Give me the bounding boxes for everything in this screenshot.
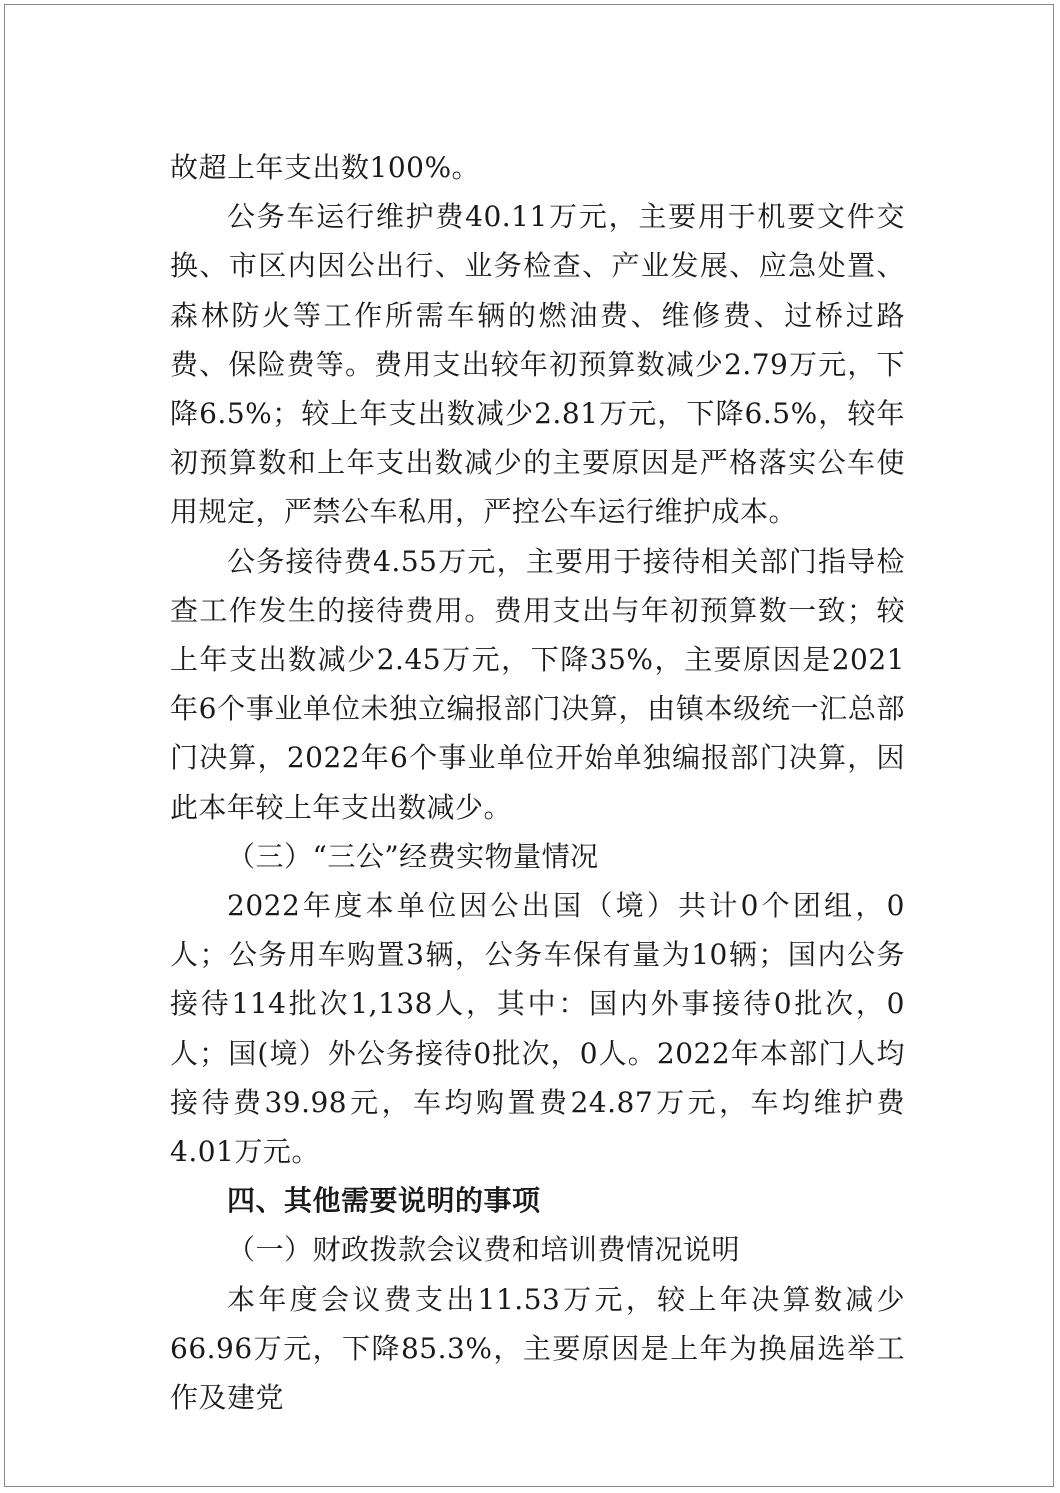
paragraph-carryover: 故超上年支出数100%。 [170, 151, 481, 184]
paragraph-meeting-expense: 本年度会议费支出11.53万元，较上年决算数减少66.96万元，下降85.3%，主要原因是上年为换届选举工作及建党 [170, 1282, 905, 1415]
document-body [170, 143, 905, 1422]
paragraph-reception-expense: 公务接待费4.55万元，主要用于接待相关部门指导检查工作发生的接待费用。费用支出与年初预算数一致；较上年支出数减少2.45万元，下降35%，主要原因是2021年6个事业单位未独立编报部门决算，由镇本级统一汇总部门决算，2022年6个事业单位开始单独编报部门决算，因此本年较上年支出数减少。 [170, 544, 905, 824]
section-heading-other-matters: 四、其他需要说明的事项 [227, 1184, 541, 1218]
paragraph-vehicle-maintenance: 公务车运行维护费40.11万元，主要用于机要文件交换、市区内因公出行、业务检查、产业发展、应急处置、森林防火等工作所需车辆的燃油费、维修费、过桥过路费、保险费等。费用支出较年初预算数减少2.79万元，下降6.5%；较上年支出数减少2.81万元，下降6.5%，较年初预算数和上年支出数减少的主要原因是严格落实公车使用规定，严禁公车私用，严控公车运行维护成本。 [170, 200, 905, 529]
document-page [4, 4, 1054, 1487]
paragraph-physical-quantity: 2022年度本单位因公出国（境）共计0个团组，0人；公务用车购置3辆，公务车保有量为10辆；国内公务接待114批次1,138人，其中：国内外事接待0批次，0人；国(境）外公务接待0批次，0人。2022年本部门人均接待费39.98元，车均购置费24.87万元，车均维护费4.01万元。 [170, 889, 905, 1169]
subsection-heading-meeting-training: （一）财政拨款会议费和培训费情况说明 [227, 1233, 741, 1267]
section-heading-physical-quantity: （三）“三公”经费实物量情况 [227, 839, 599, 873]
